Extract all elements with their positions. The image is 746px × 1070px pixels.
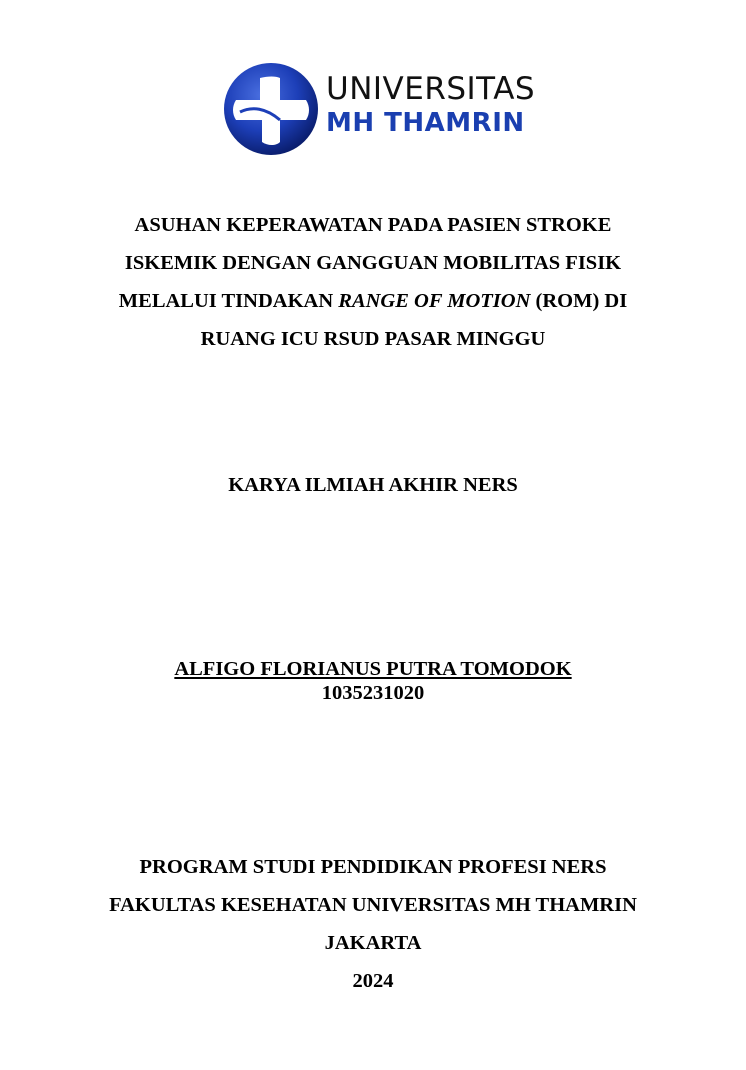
author-name: ALFIGO FLORIANUS PUTRA TOMODOK: [174, 658, 572, 680]
document-type: KARYA ILMIAH AKHIR NERS: [228, 474, 518, 496]
thesis-title: [60, 206, 686, 358]
title-line-3-prefix: MELALUI TINDAKAN: [118, 290, 339, 312]
city: JAKARTA: [324, 932, 422, 954]
university-cross-emblem-icon: [222, 62, 320, 156]
title-line-3: [60, 282, 686, 320]
title-line-1: ASUHAN KEPERAWATAN PADA PASIEN STROKE: [134, 214, 612, 236]
logo-institution-name: MH THAMRIN: [326, 108, 525, 138]
student-id: 1035231020: [321, 682, 425, 704]
title-line-3-italic: RANGE OF MOTION: [338, 290, 531, 312]
study-program: PROGRAM STUDI PENDIDIKAN PROFESI NERS: [139, 856, 607, 878]
title-line-2: ISKEMIK DENGAN GANGGUAN MOBILITAS FISIK: [124, 252, 622, 274]
logo-university-label: UNIVERSITAS: [326, 71, 536, 107]
author-block: [0, 657, 746, 705]
faculty-name: FAKULTAS KESEHATAN UNIVERSITAS MH THAMRIN: [109, 894, 637, 916]
title-line-3-suffix: (ROM) DI: [530, 290, 628, 312]
year: 2024: [352, 970, 394, 992]
institution-footer: [0, 848, 746, 1000]
title-line-4: RUANG ICU RSUD PASAR MINGGU: [200, 328, 546, 350]
university-logo: [222, 62, 552, 158]
